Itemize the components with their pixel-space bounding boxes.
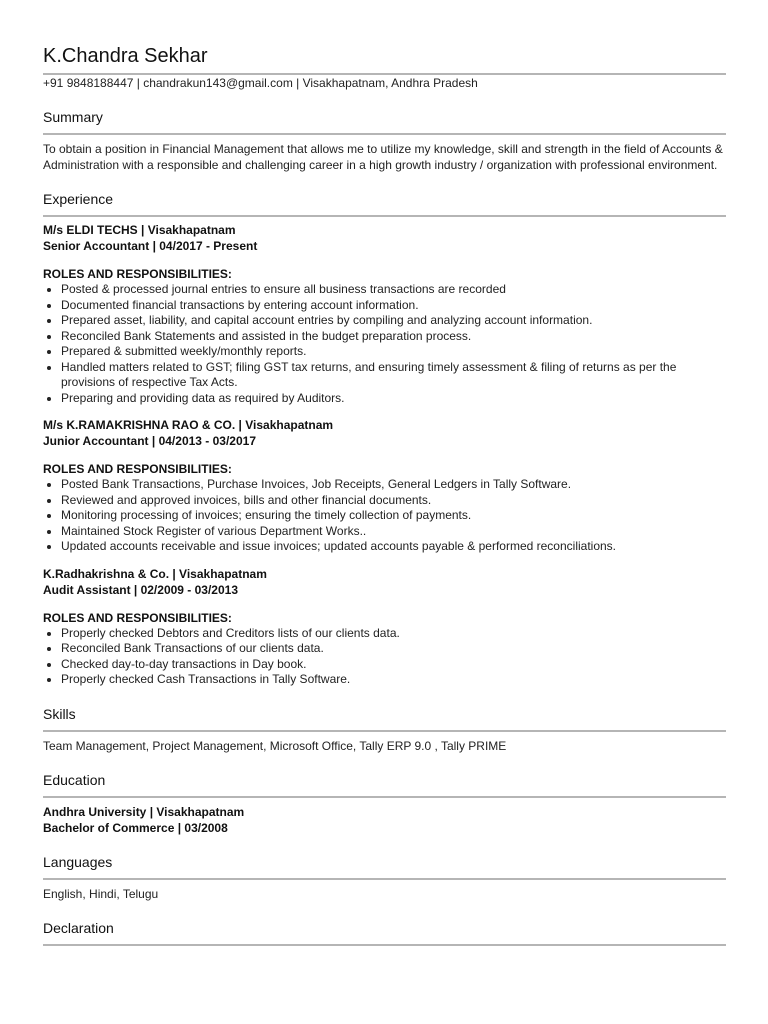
list-item: • Documented financial transactions by entering account information. (61, 298, 726, 314)
responsibility-list (43, 477, 726, 555)
section-title-skills: Skills (43, 705, 76, 722)
languages-text: English, Hindi, Telugu (43, 886, 159, 901)
section-title-experience: Experience (43, 191, 114, 207)
section-title-declaration: Declaration (43, 919, 114, 936)
job-role: Senior Accountant | 04/2017 - Present (43, 239, 258, 253)
list-item: • Reviewed and approved invoices, bills and other financial documents. (61, 493, 726, 509)
section-title-languages: Languages (43, 853, 113, 870)
list-item: • Reconciled Bank Statements and assisted in the budget preparation process. (61, 329, 726, 345)
education-degree: Bachelor of Commerce | 03/2008 (43, 820, 228, 835)
education-institution: Andhra University | Visakhapatnam (43, 804, 245, 819)
list-item: • Reconciled Bank Transactions of our clients data. (61, 641, 726, 657)
roles-heading: ROLES AND RESPONSIBILITIES: (43, 610, 232, 625)
responsibility-list (43, 626, 726, 688)
list-item: • Monitoring processing of invoices; ensuring the timely collection of payments. (61, 508, 726, 524)
declaration-divider (43, 944, 726, 946)
list-item: • Preparing and providing data as required by Auditors. (61, 391, 726, 407)
list-item: • Handled matters related to GST; filing GST tax returns, and ensuring timely assessment & filing of returns as per the provisions of respective Tax Acts. (61, 360, 726, 391)
experience-divider (43, 215, 726, 217)
section-title-education: Education (43, 771, 106, 788)
responsibility-list (43, 282, 726, 406)
skills-text: Team Management, Project Management, Microsoft Office, Tally ERP 9.0 , Tally PRIME (43, 738, 507, 753)
education-divider (43, 796, 726, 798)
list-item: • Prepared & submitted weekly/monthly reports. (61, 344, 726, 360)
list-item: • Maintained Stock Register of various Department Works.. (61, 524, 726, 540)
list-item: • Posted & processed journal entries to ensure all business transactions are recorded (61, 282, 726, 298)
section-title-summary: Summary (43, 109, 103, 125)
list-item: • Checked day-to-day transactions in Day book. (61, 657, 726, 673)
list-item: • Properly checked Debtors and Creditors lists of our clients data. (61, 626, 726, 642)
job-entry (43, 222, 726, 406)
list-item: • Prepared asset, liability, and capital account entries by compiling and analyzing account information. (61, 313, 726, 329)
job-entry (43, 566, 726, 688)
roles-heading: ROLES AND RESPONSIBILITIES: (43, 267, 232, 281)
summary-divider (43, 133, 726, 135)
summary-text: To obtain a position in Financial Management that allows me to utilize my knowledge, skill and strength in the field of Accounts & Administration with a responsible and challenging career in a high growth industry / organization with professional environment. (43, 142, 723, 172)
roles-heading: ROLES AND RESPONSIBILITIES: (43, 462, 232, 476)
job-employer: M/s ELDI TECHS | Visakhapatnam (43, 223, 236, 237)
list-item: • Updated accounts receivable and issue invoices; updated accounts payable & performed reconciliations. (61, 539, 726, 555)
contact-line: +91 9848188447 | chandrakun143@gmail.com | Visakhapatnam, Andhra Pradesh (43, 76, 478, 90)
resume-page (43, 0, 726, 946)
languages-divider (43, 878, 726, 880)
list-item: • Properly checked Cash Transactions in Tally Software. (61, 672, 726, 688)
job-employer: M/s K.RAMAKRISHNA RAO & CO. | Visakhapatnam (43, 418, 334, 432)
job-entry (43, 417, 726, 555)
candidate-name: K.Chandra Sekhar (43, 45, 208, 67)
job-role: Audit Assistant | 02/2009 - 03/2013 (43, 582, 239, 597)
skills-divider (43, 730, 726, 732)
list-item: • Posted Bank Transactions, Purchase Invoices, Job Receipts, General Ledgers in Tally Software. (61, 477, 726, 493)
job-role: Junior Accountant | 04/2013 - 03/2017 (43, 434, 256, 448)
job-employer: K.Radhakrishna & Co. | Visakhapatnam (43, 566, 267, 581)
